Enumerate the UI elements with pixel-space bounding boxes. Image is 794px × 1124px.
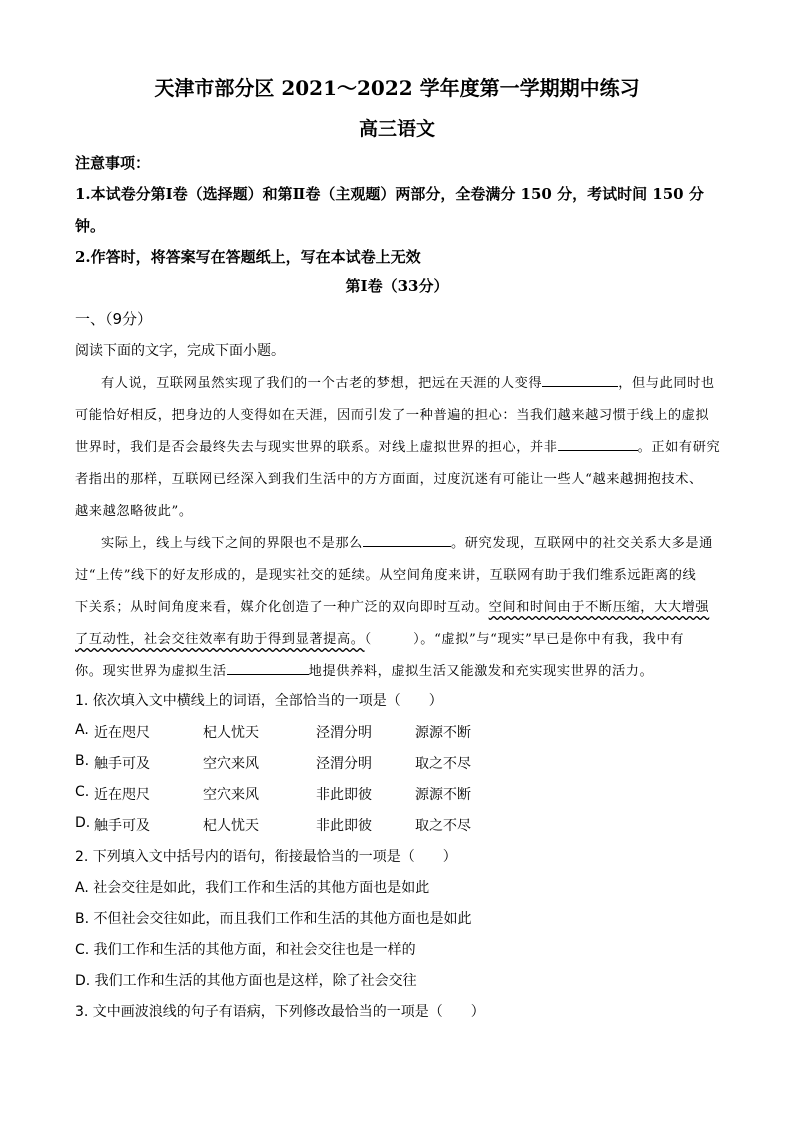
option-cell: 非此即彼 bbox=[316, 787, 372, 803]
reading-instruction: 阅读下面的文字，完成下面小题。 bbox=[75, 343, 285, 359]
exam-subtitle: 高三语文 bbox=[358, 118, 435, 140]
question-1-stem: 1. 依次填入文中横线上的词语，全部恰当的一项是（ ） bbox=[75, 693, 443, 709]
option-line: C. 我们工作和生活的其他方面，和社会交往也是一样的 bbox=[75, 942, 416, 958]
notice-heading: 注意事项： bbox=[75, 154, 151, 172]
option-letter: B. bbox=[75, 753, 90, 769]
answer-blank bbox=[542, 372, 618, 387]
option-cell: 取之不尽 bbox=[415, 756, 471, 772]
notice-item-1: 1.本试卷分第Ⅰ卷（选择题）和第Ⅱ卷（主观题）两部分，全卷满分 150 分，考试时间 150 分 bbox=[75, 185, 704, 203]
passage-line: 可能恰好相反，把身边的人变得如在天涯，因而引发了一种普遍的担心：当我们越来越习惯于线上的虚拟 bbox=[75, 408, 710, 423]
option-cell: 泾渭分明 bbox=[316, 756, 372, 772]
option-cell: 源源不断 bbox=[415, 787, 471, 803]
wavy-underlined-sentence: 空间和时间由于不断压缩，大大增强 bbox=[488, 600, 710, 615]
passage-text: 下关系；从时间角度来看，媒介化创造了一种广泛的双向即时互动。 bbox=[75, 600, 489, 615]
option-letter: C. bbox=[75, 784, 90, 800]
option-letter: A. bbox=[75, 722, 89, 738]
option-cell: 空穴来风 bbox=[203, 756, 259, 772]
answer-blank bbox=[227, 660, 309, 675]
option-cell: 近在咫尺 bbox=[94, 787, 150, 803]
option-cell: 近在咫尺 bbox=[94, 725, 150, 741]
notice-item-2: 2.作答时，将答案写在答题纸上，写在本试卷上无效 bbox=[75, 248, 421, 266]
question-2-stem: 2. 下列填入文中括号内的语句，衔接最恰当的一项是（ ） bbox=[75, 849, 457, 865]
wavy-underlined-sentence: 了互动性，社会交往效率有助于得到显著提高。 bbox=[75, 632, 365, 647]
passage-text: ，但与此同时也 bbox=[618, 376, 715, 391]
option-cell: 杞人忧天 bbox=[203, 725, 259, 741]
passage-text: 你。现实世界为虚拟生活 bbox=[75, 664, 227, 679]
option-line: D. 我们工作和生活的其他方面也是这样，除了社会交往 bbox=[75, 973, 417, 989]
passage-text: 。研究发现，互联网中的社交关系大多是通 bbox=[450, 536, 713, 551]
passage-text: 世界时，我们是否会最终失去与现实世界的联系。对线上虚拟世界的担心，并非 bbox=[75, 440, 558, 455]
passage-line bbox=[75, 628, 684, 647]
passage-line: 过“上传”线下的好友形成的，是现实社交的延续。从空间角度来讲，互联网有助于我们维系远距离的线 bbox=[75, 568, 697, 583]
passage-line bbox=[75, 660, 653, 679]
option-cell: 源源不断 bbox=[415, 725, 471, 741]
question-3-stem: 3. 文中画波浪线的句子有语病，下列修改最恰当的一项是（ ） bbox=[75, 1004, 485, 1020]
answer-blank bbox=[558, 436, 638, 451]
passage-text: 地提供养料，虚拟生活又能激发和充实现实世界的活力。 bbox=[308, 664, 654, 679]
passage-text: 有人说，互联网虽然实现了我们的一个古老的梦想，把远在天涯的人变得 bbox=[101, 376, 543, 391]
passage-line: 越来越忽略彼此”。 bbox=[75, 504, 193, 519]
passage-text: 实际上，线上与线下之间的界限也不是那么 bbox=[101, 536, 363, 551]
passage-line bbox=[101, 532, 713, 551]
part-heading: 一、（9分） bbox=[75, 310, 153, 328]
notice-item-1-cont: 钟。 bbox=[75, 217, 106, 235]
option-line: A. 社会交往是如此，我们工作和生活的其他方面也是如此 bbox=[75, 880, 430, 896]
answer-blank bbox=[363, 532, 451, 547]
option-cell: 触手可及 bbox=[94, 756, 150, 772]
exam-title: 天津市部分区 2021～2022 学年度第一学期期中练习 bbox=[154, 76, 640, 100]
option-cell: 取之不尽 bbox=[415, 818, 471, 834]
passage-line bbox=[75, 596, 709, 615]
passage-text: （ ）。“虚拟”与“现实”早已是你中有我，我中有 bbox=[364, 632, 685, 647]
option-line: B. 不但社会交往如此，而且我们工作和生活的其他方面也是如此 bbox=[75, 911, 472, 927]
option-cell: 非此即彼 bbox=[316, 818, 372, 834]
passage-line: 者指出的那样，互联网已经深入到我们生活中的方方面面，过度沉迷有可能让一些人“越来越拥抱技术、 bbox=[75, 472, 703, 487]
option-cell: 触手可及 bbox=[94, 818, 150, 834]
option-cell: 杞人忧天 bbox=[203, 818, 259, 834]
passage-text: 。正如有研究 bbox=[637, 440, 721, 455]
passage-line bbox=[75, 436, 720, 455]
section-heading: 第Ⅰ卷（33分） bbox=[345, 277, 449, 295]
option-cell: 泾渭分明 bbox=[316, 725, 372, 741]
option-letter: D. bbox=[75, 815, 91, 831]
option-cell: 空穴来风 bbox=[203, 787, 259, 803]
passage-line bbox=[101, 372, 715, 391]
